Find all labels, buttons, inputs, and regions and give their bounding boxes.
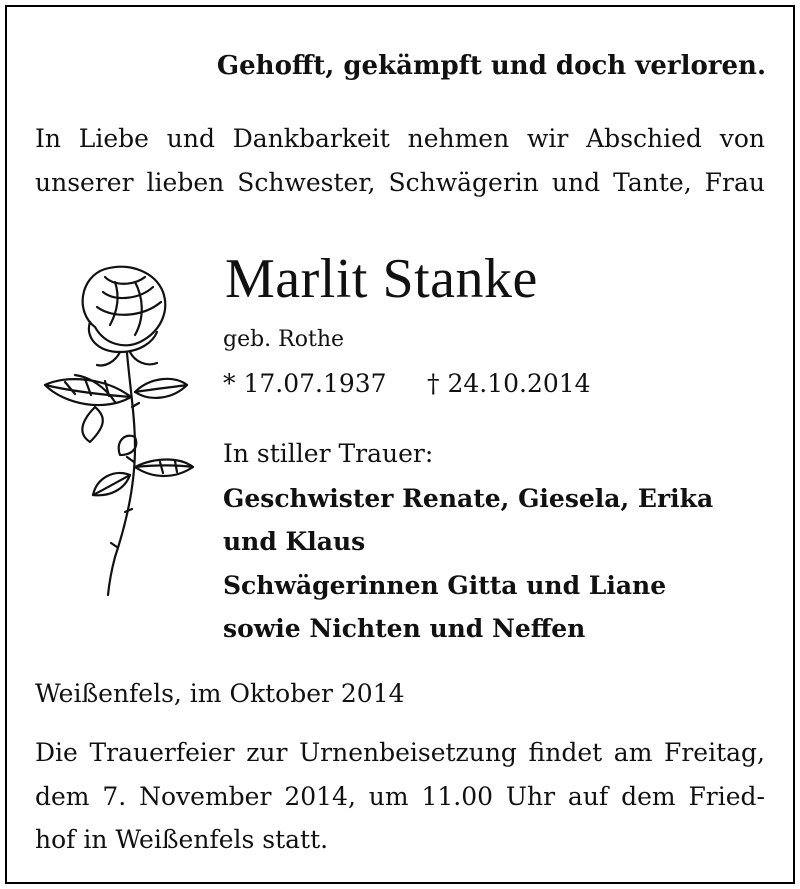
- ceremony-line-1: Die Trauerfeier zur Urnenbeisetzung findet am Freitag,: [35, 738, 765, 767]
- death-date: † 24.10.2014: [427, 369, 591, 398]
- intro-line-1: In Liebe und Dankbarkeit nehmen wir Abschied von: [35, 124, 765, 153]
- rose-icon: [35, 257, 200, 597]
- obituary-card: [5, 5, 795, 884]
- birth-date: * 17.07.1937: [223, 369, 387, 398]
- place-date: Weißenfels, im Oktober 2014: [35, 679, 405, 708]
- maiden-name: geb. Rothe: [223, 327, 345, 352]
- deceased-name: Marlit Stanke: [225, 248, 538, 310]
- intro-line-2: unserer lieben Schwester, Schwägerin und Tante, Frau: [35, 168, 765, 197]
- family-line-2: und Klaus: [223, 527, 366, 556]
- family-line-1: Geschwister Renate, Giesela, Erika: [223, 484, 714, 513]
- motto: Gehofft, gekämpft und doch verloren.: [216, 51, 766, 81]
- ceremony-line-2: dem 7. November 2014, um 11.00 Uhr auf dem Fried-: [35, 782, 765, 811]
- ceremony-line-3: hof in Weißenfels statt.: [35, 825, 329, 854]
- family-line-3: Schwägerinnen Gitta und Liane: [223, 571, 667, 600]
- family-line-4: sowie Nichten und Neffen: [223, 614, 586, 643]
- mourning-heading: In stiller Trauer:: [223, 439, 434, 468]
